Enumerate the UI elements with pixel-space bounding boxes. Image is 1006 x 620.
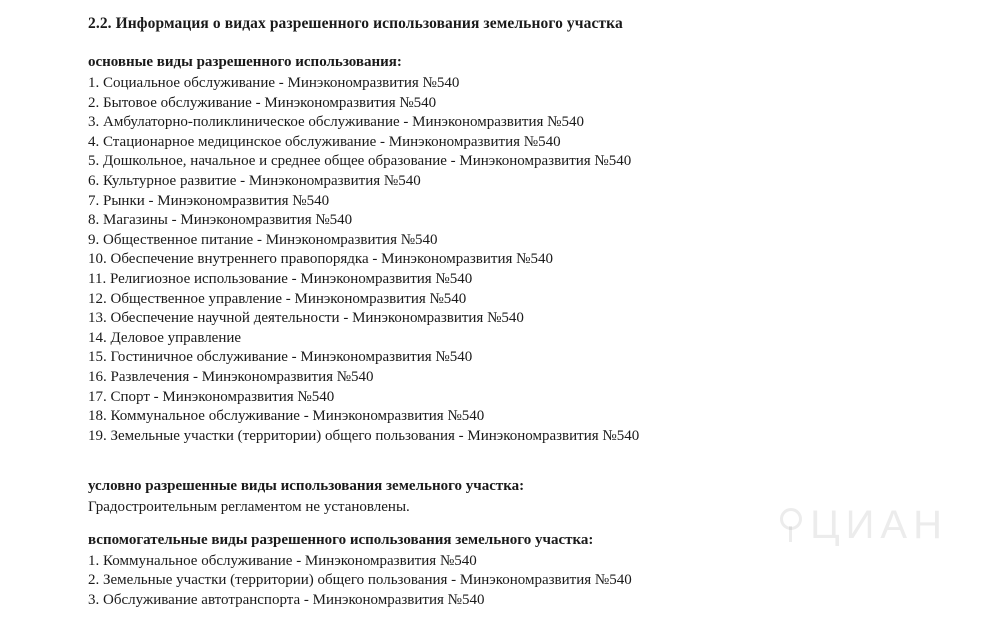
list-item: 11. Религиозное использование - Минэкономразвития №540 xyxy=(88,270,473,287)
list-item: 7. Рынки - Минэкономразвития №540 xyxy=(88,192,330,209)
list-item: 8. Магазины - Минэкономразвития №540 xyxy=(88,212,353,229)
list-item: 15. Гостиничное обслуживание - Минэкономразвития №540 xyxy=(88,349,473,366)
main-uses-list xyxy=(88,74,986,446)
list-item: 9. Общественное питание - Минэкономразвития №540 xyxy=(88,231,438,248)
conditional-uses-heading: условно разрешенные виды использования земельного участка: xyxy=(88,478,525,495)
conditional-uses-text: Градостроительным регламентом не установлены. xyxy=(88,499,410,516)
list-item: 3. Обслуживание автотранспорта - Минэкономразвития №540 xyxy=(88,592,485,609)
main-uses-heading: основные виды разрешенного использования: xyxy=(88,54,402,70)
auxiliary-uses-list xyxy=(88,552,986,611)
list-item: 14. Деловое управление xyxy=(88,329,242,346)
list-item: 2. Бытовое обслуживание - Минэкономразвития №540 xyxy=(88,94,437,111)
list-item: 13. Обеспечение научной деятельности - Минэкономразвития №540 xyxy=(88,310,524,327)
watermark-text: ЦИАН xyxy=(810,503,948,547)
list-item: 2. Земельные участки (территории) общего пользования - Минэкономразвития №540 xyxy=(88,572,632,589)
list-item: 18. Коммунальное обслуживание - Минэкономразвития №540 xyxy=(88,408,485,425)
list-item: 10. Обеспечение внутреннего правопорядка - Минэкономразвития №540 xyxy=(88,251,553,268)
spacer xyxy=(88,446,986,476)
list-item: 16. Развлечения - Минэкономразвития №540 xyxy=(88,368,374,385)
list-item: 19. Земельные участки (территории) общего пользования - Минэкономразвития №540 xyxy=(88,427,640,444)
list-item: 6. Культурное развитие - Минэкономразвития №540 xyxy=(88,172,421,189)
list-item: 17. Спорт - Минэкономразвития №540 xyxy=(88,388,335,405)
spacer xyxy=(88,518,986,530)
page-title: 2.2. Информация о видах разрешенного использования земельного участка xyxy=(88,15,623,32)
auxiliary-uses-heading: вспомогательные виды разрешенного использования земельного участка: xyxy=(88,531,594,548)
list-item: 1. Социальное обслуживание - Минэкономразвития №540 xyxy=(88,75,460,91)
list-item: 5. Дошкольное, начальное и среднее общее образование - Минэкономразвития №540 xyxy=(88,153,632,170)
list-item: 4. Стационарное медицинское обслуживание - Минэкономразвития №540 xyxy=(88,133,561,150)
list-item: 3. Амбулаторно-поликлиническое обслуживание - Минэкономразвития №540 xyxy=(88,114,584,131)
list-item: 12. Общественное управление - Минэкономразвития №540 xyxy=(88,290,467,307)
list-item: 1. Коммунальное обслуживание - Минэкономразвития №540 xyxy=(88,552,477,569)
